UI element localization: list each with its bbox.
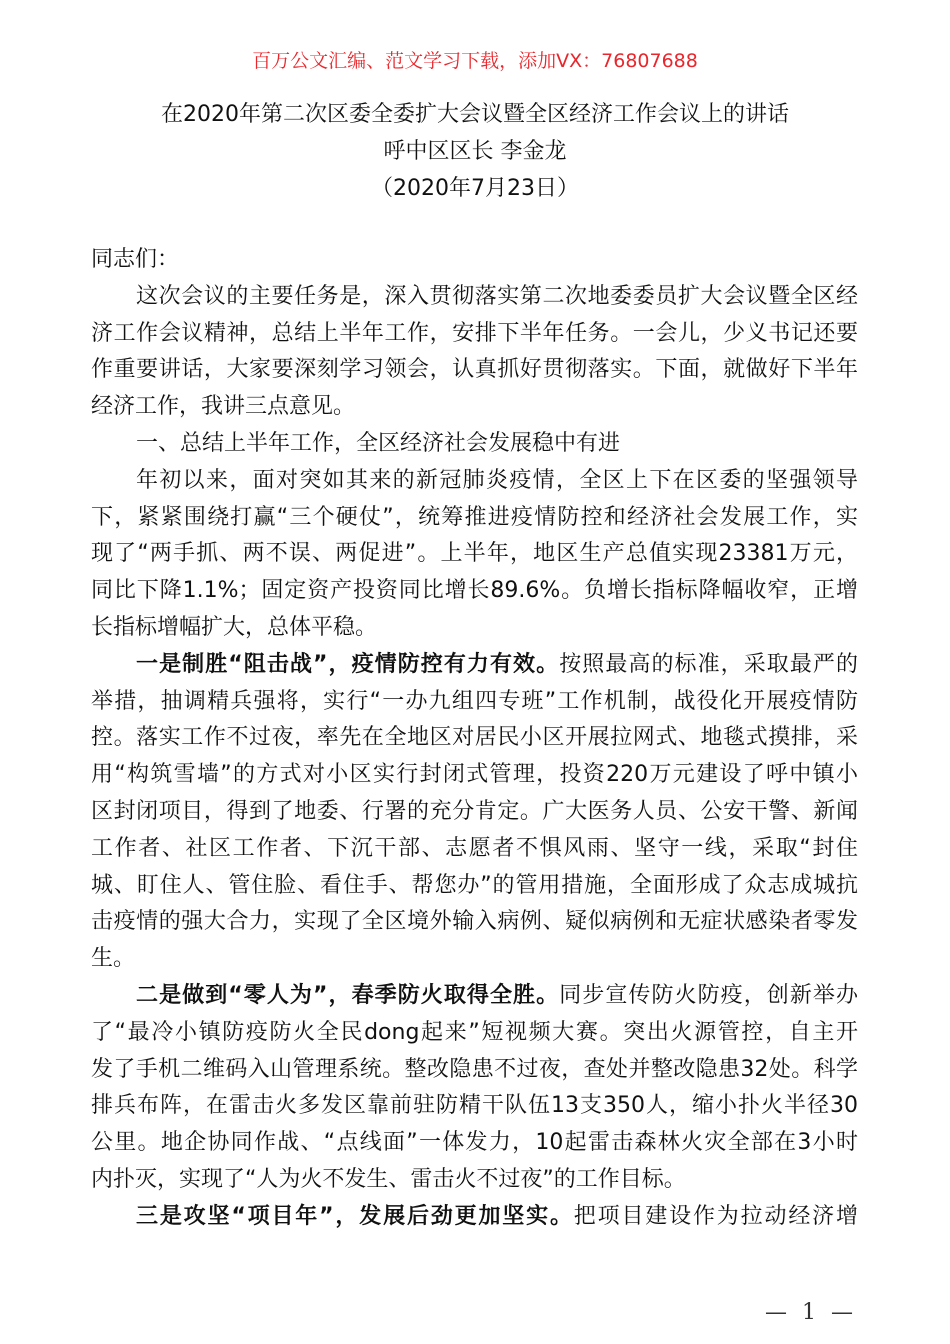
- bold-heading: 二是做到“零人为”，春季防火取得全胜。: [136, 982, 560, 1008]
- text-line: [91, 1088, 858, 1125]
- line-text: 控。落实工作不过夜，率先在全地区对居民小区开展拉网式、地毯式摸排，采: [91, 725, 858, 751]
- line-text: 工作者、社区工作者、下沉干部、志愿者不惧风雨、坚守一线，采取“封住: [91, 835, 858, 861]
- text-line: [91, 868, 858, 905]
- text-line: [91, 831, 858, 868]
- text-line: [91, 1015, 858, 1052]
- line-text: 这次会议的主要任务是，深入贯彻落实第二次地委委员扩大会议暨全区经: [136, 283, 858, 309]
- line-text: 同步宣传防火防疫，创新举办: [559, 982, 858, 1008]
- line-text: 现了“两手抓、两不误、两促进”。上半年，地区生产总值实现23381万元，: [91, 541, 858, 567]
- text-line: [91, 316, 858, 353]
- text-line: [91, 610, 858, 647]
- line-text: 下，紧紧围绕打赢“三个硬仗”，统筹推进疫情防控和经济社会发展工作，实: [91, 504, 858, 530]
- line-text: 发了手机二维码入山管理系统。整改隐患不过夜，查处并整改隐患32处。科学: [91, 1056, 858, 1082]
- line-text: 作重要讲话，大家要深刻学习领会，认真抓好贯彻落实。下面，就做好下半年: [91, 357, 858, 383]
- text-line: [91, 352, 858, 389]
- text-line: [91, 536, 858, 573]
- text-line: [91, 684, 858, 721]
- line-text: 击疫情的强大合力，实现了全区境外输入病例、疑似病例和无症状感染者零发: [91, 909, 858, 935]
- bold-heading: 三是攻坚“项目年”，发展后劲更加坚实。: [136, 1203, 574, 1229]
- text-line: [91, 978, 858, 1015]
- text-line: [91, 500, 858, 537]
- line-text: 按照最高的标准，采取最严的: [559, 651, 858, 677]
- line-text: 城、盯住人、管住脸、看住手、帮您办”的管用措施，全面形成了众志成城抗: [91, 872, 858, 898]
- text-line: [91, 941, 858, 978]
- text-line: [91, 426, 858, 463]
- line-text: 经济工作，我讲三点意见。: [91, 394, 356, 420]
- text-line: [91, 1162, 858, 1199]
- text-line: [91, 794, 858, 831]
- date-line: （2020年7月23日）: [371, 176, 579, 201]
- line-text: 长指标增幅扩大，总体平稳。: [91, 614, 378, 640]
- body-text: [91, 279, 858, 1236]
- salutation: 同志们：: [91, 247, 180, 272]
- line-text: 区封闭项目，得到了地委、行署的充分肯定。广大医务人员、公安干警、新闻: [91, 798, 858, 824]
- text-line: [91, 573, 858, 610]
- line-text: 济工作会议精神，总结上半年工作，安排下半年任务。一会儿，少义书记还要: [91, 320, 858, 346]
- text-line: [91, 1125, 858, 1162]
- line-text: 排兵布阵，在雷击火多发区靠前驻防精干队伍13支350人，缩小扑火半径30: [91, 1093, 858, 1119]
- text-line: [91, 904, 858, 941]
- text-line: [91, 647, 858, 684]
- line-text: 公里。地企协同作战、“点线面”一体发力，10起雷击森林火灾全部在3小时: [91, 1130, 858, 1156]
- text-line: [91, 720, 858, 757]
- line-text: 生。: [91, 946, 136, 972]
- line-text: 了“最冷小镇防疫防火全民dong起来”短视频大赛。突出火源管控，自主开: [91, 1019, 858, 1045]
- line-text: 内扑灭，实现了“人为火不发生、雷击火不过夜”的工作目标。: [91, 1166, 686, 1192]
- bold-heading: 一是制胜“阻击战”，疫情防控有力有效。: [136, 651, 560, 677]
- line-text: 一、总结上半年工作，全区经济社会发展稳中有进: [136, 430, 621, 456]
- text-line: [91, 279, 858, 316]
- line-text: 用“构筑雪墙”的方式对小区实行封闭式管理，投资220万元建设了呼中镇小: [91, 762, 858, 788]
- text-line: [91, 1052, 858, 1089]
- text-line: [91, 757, 858, 794]
- text-line: [91, 389, 858, 426]
- document-title: 在2020年第二次区委全委扩大会议暨全区经济工作会议上的讲话: [161, 102, 789, 127]
- text-line: [91, 463, 858, 500]
- text-line: [91, 1199, 858, 1236]
- line-text: 同比下降1.1%；固定资产投资同比增长89.6%。负增长指标降幅收窄，正增: [91, 578, 858, 604]
- watermark-header: 百万公文汇编、范文学习下载，添加VX：76807688: [252, 50, 698, 72]
- line-text: 年初以来，面对突如其来的新冠肺炎疫情，全区上下在区委的坚强领导: [136, 467, 858, 493]
- document-body: [91, 242, 858, 1236]
- page-number: — 1 —: [765, 1300, 857, 1325]
- line-text: 举措，抽调精兵强将，实行“一办九组四专班”工作机制，战役化开展疫情防: [91, 688, 858, 714]
- line-text: 把项目建设作为拉动经济增: [573, 1203, 858, 1229]
- author-line: 呼中区区长 李金龙: [383, 139, 567, 164]
